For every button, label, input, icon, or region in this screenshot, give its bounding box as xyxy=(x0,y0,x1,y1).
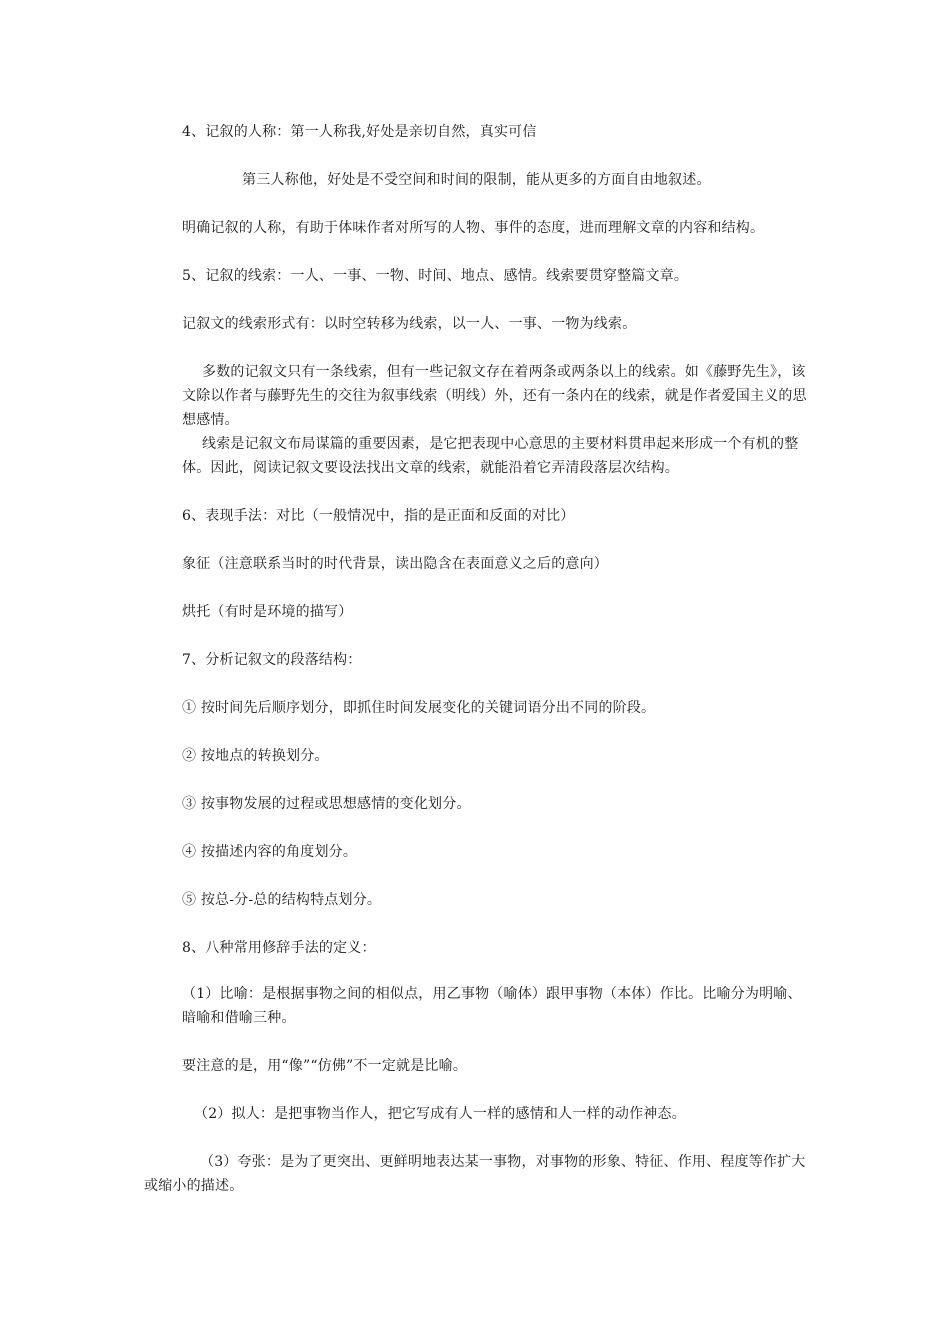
list-item-structure-3: ③ 按事物发展的过程或思想感情的变化划分。 xyxy=(182,796,471,812)
paragraph-clue-forms: 记叙文的线索形式有：以时空转移为线索，以一人、一事、一物为线索。 xyxy=(182,316,637,332)
paragraph-clue-importance: 线索是记叙文布局谋篇的重要因素，是它把表现中心意思的主要材料贯串起来形成一个有机的整体。因此，阅读记叙文要设法找出文章的线索，就能沿着它弄清段落层次结构。 xyxy=(182,436,799,476)
paragraph-structure-heading: 7、分析记叙文的段落结构： xyxy=(182,652,362,668)
list-item-structure-5: ⑤ 按总-分-总的结构特点划分。 xyxy=(182,892,382,908)
paragraph-third-person: 第三人称他，好处是不受空间和时间的限制，能从更多的方面自由地叙述。 xyxy=(242,172,711,188)
paragraph-metaphor: （1）比喻：是根据事物之间的相似点，用乙事物（喻体）跟甲事物（本体）作比。比喻分为明喻、暗喻和借喻三种。 xyxy=(182,986,802,1026)
paragraph-metaphor-note: 要注意的是，用“像”“仿佛”不一定就是比喻。 xyxy=(182,1058,468,1074)
paragraph-multiple-clues: 多数的记叙文只有一条线索，但有一些记叙文存在着两条或两条以上的线索。如《藤野先生》，该文除以作者与藤野先生的交往为叙事线索（明线）外，还有一条内在的线索，就是作者爱国主义的思想感情。 xyxy=(182,364,807,428)
paragraph-hyperbole: （3）夸张：是为了更突出、更鲜明地表达某一事物，对事物的形象、特征、作用、程度等作扩大或缩小的描述。 xyxy=(144,1154,806,1194)
paragraph-foil: 烘托（有时是环境的描写） xyxy=(182,604,353,620)
paragraph-symbolism: 象征（注意联系当时的时代背景，读出隐含在表面意义之后的意向） xyxy=(182,556,608,572)
list-item-structure-4: ④ 按描述内容的角度划分。 xyxy=(182,844,358,860)
paragraph-personification: （2）拟人：是把事物当作人，把它写成有人一样的感情和人一样的动作神态。 xyxy=(194,1106,686,1122)
paragraph-narrative-person: 4、记叙的人称：第一人称我,好处是亲切自然，真实可信 xyxy=(182,124,537,140)
list-item-structure-1: ① 按时间先后顺序划分，即抓住时间发展变化的关键词语分出不同的阶段。 xyxy=(182,700,656,716)
paragraph-narrative-clues: 5、记叙的线索：一人、一事、一物、时间、地点、感情。线索要贯穿整篇文章。 xyxy=(182,268,689,284)
paragraph-rhetoric-heading: 8、八种常用修辞手法的定义： xyxy=(182,940,376,956)
list-item-structure-2: ② 按地点的转换划分。 xyxy=(182,748,329,764)
paragraph-expression-methods: 6、表现手法：对比（一般情况中，指的是正面和反面的对比） xyxy=(182,508,575,524)
paragraph-clarify-person: 明确记叙的人称，有助于体味作者对所写的人物、事件的态度，进而理解文章的内容和结构。 xyxy=(182,220,765,236)
